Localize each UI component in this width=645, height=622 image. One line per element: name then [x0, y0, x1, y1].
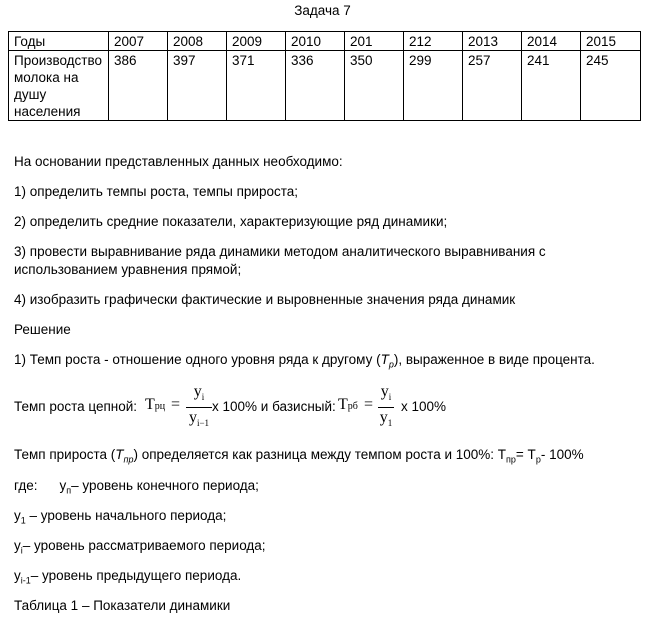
header-cell: 212	[404, 32, 463, 51]
value-cell: 371	[227, 51, 286, 121]
task-item-2: 2) определить средние показатели, характеризующие ряд динамики;	[14, 214, 448, 229]
base-fraction: $y_i$ $y_1$	[379, 383, 393, 429]
data-table	[8, 31, 641, 121]
row-label-line: молока на	[14, 70, 79, 85]
value-cell: 245	[581, 51, 641, 121]
value-cell: 257	[463, 51, 522, 121]
header-cell: Годы	[9, 32, 109, 51]
growth-rate-formulas	[14, 382, 634, 432]
header-cell: 201	[345, 32, 404, 51]
row-label-line: населения	[14, 104, 81, 119]
value-cell: 350	[345, 51, 404, 121]
value-cell: 299	[404, 51, 463, 121]
table-row	[9, 51, 641, 121]
equals-sign: =	[171, 396, 181, 413]
task-heading: Задача 7	[294, 3, 351, 18]
chain-fraction: $y_i$ $y_{i-1}$	[186, 383, 212, 432]
value-cell: 336	[286, 51, 345, 121]
header-cell: 2013	[463, 32, 522, 51]
base-multiplier-text: х 100%	[401, 399, 447, 414]
chain-symbol: Трц	[145, 396, 166, 413]
base-symbol: Трб	[338, 396, 358, 413]
where-final-level: где: $у_п-$ уровень конечного периода;	[14, 478, 259, 496]
header-cell: 2007	[109, 32, 168, 51]
intro-paragraph: На основании представленных данных необходимо:	[14, 154, 343, 169]
where-previous-level: $у_{i-1}-$ уровень предыдущего периода.	[14, 568, 242, 586]
table-caption: Таблица 1 – Показатели динамики	[14, 598, 231, 613]
header-cell: 2014	[522, 32, 581, 51]
row-label-line: душу	[14, 87, 47, 102]
value-cell: 386	[109, 51, 168, 121]
task-item-1: 1) определить темпы роста, темпы прироста;	[14, 184, 299, 199]
growth-rate-definition: 1) Темп роста - отношение одного уровня ряда к другому $(T_p)$, выраженное в виде процента.	[14, 352, 595, 370]
task-item-3-line-2: использованием уравнения прямой;	[14, 262, 242, 277]
row-label-cell	[9, 51, 109, 121]
value-cell: 241	[522, 51, 581, 121]
value-cell: 397	[168, 51, 227, 121]
row-label-line: Производство	[14, 53, 103, 68]
header-cell: 2009	[227, 32, 286, 51]
chain-label: Темп роста цепной:	[14, 399, 138, 414]
header-cell: 2010	[286, 32, 345, 51]
solution-heading: Решение	[14, 322, 71, 337]
increment-rate-definition: Темп прироста $(T_{пр})$ определяется как разница между темпом роста и 100%: $Т_{пр}= Т_р-$ 100%	[14, 447, 584, 465]
where-current-level: $у_i-$ уровень рассматриваемого периода;	[14, 538, 266, 556]
equals-sign: =	[364, 396, 374, 413]
chain-multiplier-text: х 100% и базисный:	[212, 399, 336, 414]
task-item-3-line-1: 3) провести выравнивание ряда динамики методом аналитического выравнивания с	[14, 244, 546, 259]
header-cell: 2015	[581, 32, 641, 51]
header-cell: 2008	[168, 32, 227, 51]
table-header-row	[9, 32, 641, 51]
where-initial-level: $у_1$ – уровень начального периода;	[14, 508, 227, 526]
task-item-4: 4) изобразить графически фактические и выровненные значения ряда динамик	[14, 292, 516, 307]
